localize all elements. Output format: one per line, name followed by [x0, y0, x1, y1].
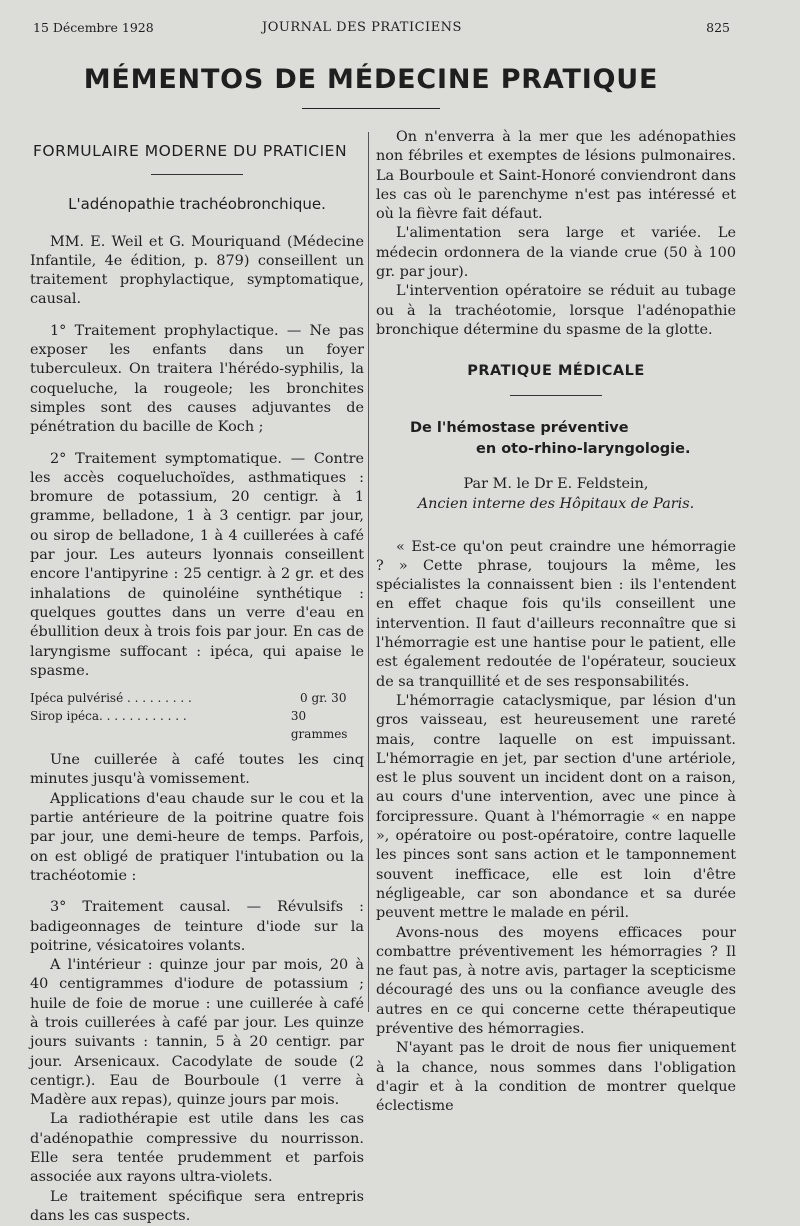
- paragraph: MM. E. Weil et G. Mouriquand (Médecine Infantile, 4e édition, p. 879) conseillent un traitement prophylactique, symptomatique, causal.: [30, 233, 364, 308]
- paragraph: N'ayant pas le droit de nous fier uniquement à la chance, nous sommes dans l'obligation d'agir et à la condition de montrer quelque éclectisme: [376, 1040, 736, 1115]
- article-title-hemostase: [410, 418, 736, 460]
- right-column: [376, 128, 736, 1116]
- paragraph: L'hémorragie cataclysmique, par lésion d'un gros vaisseau, est heureusement une rareté mais, contre laquelle on est impuissant. L'hémorragie en jet, par section d'une artériole, est le plus souvent un incident dont on a raison, au cours d'une intervention, avec une pince à forcipressure. Quant à l'hémorragie « en nappe », opératoire ou post-opératoire, contre laquelle les pinces sont sans action et le tamponnement souvent inefficace, elle est loin d'être négligeable, car son abondance et sa durée peuvent mettre le malade en péril.: [376, 692, 736, 922]
- recipe-row: [30, 689, 364, 707]
- section-rule: [510, 395, 602, 396]
- paragraph: « Est-ce qu'on peut craindre une hémorragie ? » Cette phrase, toujours la même, les spécialistes la connaissent bien : ils l'entendent en effet chaque fois qu'ils conseillent une intervention. Il faut d'ailleurs reconnaître que si l'hémorragie est une hantise pour le patient, elle est également redoutée de l'opérateur, soucieux de sa tranquillité et de ses responsabilités.: [376, 538, 736, 690]
- recipe-item: Ipéca pulvérisé . . . . . . . . .: [30, 691, 192, 706]
- author: Par M. le Dr E. Feldstein,: [463, 475, 649, 492]
- journal-name: JOURNAL DES PRATICIENS: [262, 20, 462, 35]
- paragraph: A l'intérieur : quinze jour par mois, 20 à 40 centigrammes d'iodure de potassium ; huile de foie de morue : une cuillerée à café à trois cuillerées à café par jour. Les quinze jours suivants : tannin, 5 à 20 centigr. par jour. Arsenicaux. Cacodylate de soude (2 centigr.). Eau de Bourboule (1 verre à Madère aux repas), quinze jours par mois.: [30, 957, 364, 1109]
- byline: [376, 474, 736, 514]
- paragraph: 3° Traitement causal. — Révulsifs : badigeonnages de teinture d'iode sur la poitrine, vésicatoires volants.: [30, 899, 364, 954]
- paragraph: 2° Traitement symptomatique. — Contre les accès coqueluchoïdes, asthmatiques : bromure de potassium, 20 centigr. à 1 gramme, belladone, 1 à 3 centigr. par jour, ou sirop de belladone, 1 à 4 cuillerées à café par jour. Les auteurs lyonnais conseillent encore l'antipyrine : 25 centigr. à 2 gr. et des inhalations de quinoléine synthétique : quelques gouttes dans un verre d'eau en ébullition deux à trois fois par jour. En cas de laryngisme suffocant : ipéca, qui apaise le spasme.: [30, 450, 364, 679]
- paragraph: Le traitement spécifique sera entrepris dans les cas suspects.: [30, 1188, 364, 1224]
- paragraph: 1° Traitement prophylactique. — Ne pas exposer les enfants dans un foyer tuberculeux. On traitera l'hérédo-syphilis, la coqueluche, la rougeole; les bronchites simples sont des causes adjuvantes de pénétration du bacille de Koch ;: [30, 322, 364, 436]
- recipe-row: [30, 707, 364, 743]
- page-title: MÉMENTOS DE MÉDECINE PRATIQUE: [83, 64, 659, 95]
- paragraph: Une cuillerée à café toutes les cinq minutes jusqu'à vomissement.: [30, 752, 364, 788]
- article-title-adenopathie: L'adénopathie trachéobronchique.: [68, 195, 326, 214]
- paragraph: On n'enverra à la mer que les adénopathies non fébriles et exemptes de lésions pulmonaires. La Bourboule et Saint-Honoré conviendront dans les cas où le parenchyme n'est pas intéressé et où la fièvre fait défaut.: [376, 129, 736, 223]
- paragraph: La radiothérapie est utile dans les cas d'adénopathie compressive du nourrisson. Elle sera tentée prudemment et parfois associée aux rayons ultra-violets.: [30, 1111, 364, 1186]
- recipe-qty: 0 gr. 30: [300, 691, 347, 706]
- section-rule: [151, 174, 243, 175]
- author-affiliation: Ancien interne des Hôpitaux de Paris.: [417, 495, 695, 512]
- section-heading-formulaire: FORMULAIRE MODERNE DU PRATICIEN: [33, 142, 348, 160]
- recipe-item: Sirop ipéca. . . . . . . . . . . .: [30, 709, 187, 724]
- recipe-qty: 30 grammes: [290, 709, 348, 742]
- running-head: [30, 20, 730, 40]
- issue-date: 15 Décembre 1928: [33, 20, 154, 35]
- recipe-table: [30, 689, 364, 743]
- paragraph: L'intervention opératoire se réduit au tubage ou à la trachéotomie, lorsque l'adénopathie bronchique détermine du spasme de la glotte.: [376, 283, 736, 338]
- page-number: 825: [706, 20, 730, 35]
- paragraph: L'alimentation sera large et variée. Le médecin ordonnera de la viande crue (50 à 100 gr. par jour).: [376, 225, 736, 281]
- paragraph: Avons-nous des moyens efficaces pour combattre préventivement les hémorragies ? Il ne faut pas, à notre avis, partager la scepticisme découragé des uns ou la confiance aveugle des autres en ce qui concerne cette thérapeutique préventive des hémorragies.: [376, 924, 736, 1037]
- title-rule: [302, 108, 440, 109]
- article-title-line: en oto-rhino-laryngologie.: [476, 440, 691, 457]
- section-heading-pratique: PRATIQUE MÉDICALE: [467, 363, 645, 380]
- left-column: [30, 128, 364, 1226]
- paragraph: Applications d'eau chaude sur le cou et la partie antérieure de la poitrine quatre fois par jour, une demi-heure de temps. Parfois, on est obligé de pratiquer l'intubation ou la trachéotomie :: [30, 790, 364, 884]
- article-title-line: De l'hémostase préventive: [410, 419, 629, 436]
- column-divider: [368, 132, 369, 1012]
